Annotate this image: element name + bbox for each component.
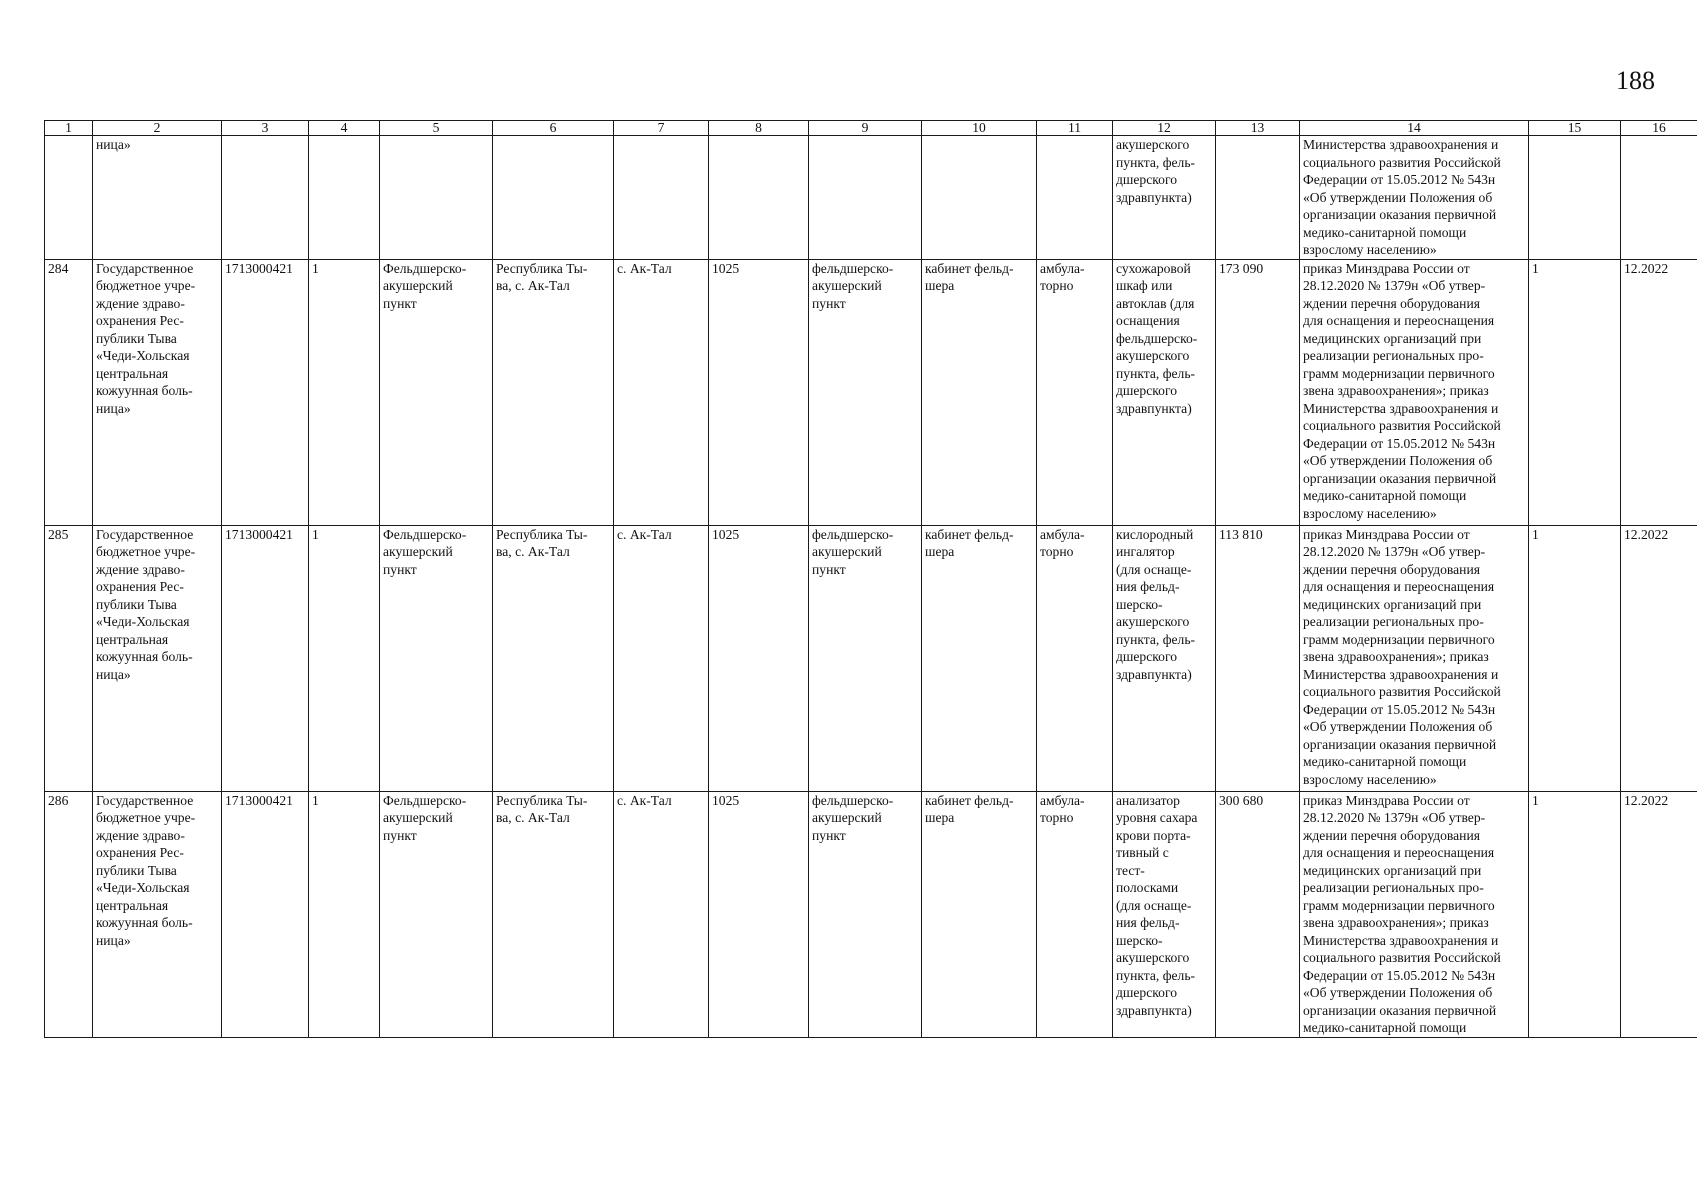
table-row (45, 259, 1697, 525)
date-cell (1621, 136, 1697, 260)
settlement-cell: с. Ак-Тал (614, 259, 709, 525)
table-row (45, 136, 1697, 260)
equipment-table (44, 120, 1697, 1038)
row-number-cell: 286 (45, 791, 93, 1037)
population-cell: 1025 (709, 259, 809, 525)
column-number-header (45, 121, 1697, 136)
header-cell: 16 (1621, 121, 1697, 136)
quantity-cell: 1 (1529, 525, 1621, 791)
inn-cell: 1713000421 (222, 525, 309, 791)
population-cell (709, 136, 809, 260)
care-form-cell: амбула- торно (1037, 791, 1113, 1037)
population-cell: 1025 (709, 791, 809, 1037)
organization-cell: Государственное бюджетное учре- ждение здраво- охранения Рес- публики Тыва «Чеди-Хольская центральная кожуунная боль- ница» (93, 791, 222, 1037)
unit-type-cell: Фельдшерско- акушерский пункт (380, 259, 493, 525)
header-cell: 15 (1529, 121, 1621, 136)
header-cell: 14 (1300, 121, 1529, 136)
unit-type-cell: Фельдшерско- акушерский пункт (380, 525, 493, 791)
page-number: 188 (1616, 66, 1655, 95)
quantity-cell: 1 (1529, 791, 1621, 1037)
count-cell: 1 (309, 791, 380, 1037)
table-row (45, 791, 1697, 1037)
address-cell (493, 136, 614, 260)
equipment-cell: акушерского пункта, фель- дшерского здравпункта) (1113, 136, 1216, 260)
header-cell: 5 (380, 121, 493, 136)
care-form-cell: амбула- торно (1037, 259, 1113, 525)
organization-cell: Государственное бюджетное учре- ждение здраво- охранения Рес- публики Тыва «Чеди-Хольская центральная кожуунная боль- ница» (93, 259, 222, 525)
care-form-cell (1037, 136, 1113, 260)
date-cell: 12.2022 (1621, 791, 1697, 1037)
organization-cell: Государственное бюджетное учре- ждение здраво- охранения Рес- публики Тыва «Чеди-Хольская центральная кожуунная боль- ница» (93, 525, 222, 791)
settlement-cell: с. Ак-Тал (614, 525, 709, 791)
room-cell: кабинет фельд- шера (922, 791, 1037, 1037)
cost-cell: 173 090 (1216, 259, 1300, 525)
count-cell: 1 (309, 259, 380, 525)
inn-cell: 1713000421 (222, 791, 309, 1037)
address-cell: Республика Ты- ва, с. Ак-Тал (493, 791, 614, 1037)
inn-cell (222, 136, 309, 260)
header-cell: 10 (922, 121, 1037, 136)
quantity-cell: 1 (1529, 259, 1621, 525)
date-cell: 12.2022 (1621, 259, 1697, 525)
header-cell: 3 (222, 121, 309, 136)
header-cell: 4 (309, 121, 380, 136)
row-number-cell: 285 (45, 525, 93, 791)
cost-cell: 300 680 (1216, 791, 1300, 1037)
care-form-cell: амбула- торно (1037, 525, 1113, 791)
organization-cell: ница» (93, 136, 222, 260)
equipment-cell: сухожаровой шкаф или автоклав (для оснащения фельдшерско- акушерского пункта, фель- дшерского здравпункта) (1113, 259, 1216, 525)
basis-cell: приказ Минздрава России от 28.12.2020 № 1379н «Об утвер- ждении перечня оборудования для оснащения и переоснащения медицинских организаций при реализации региональных про- грамм модернизации первичного звена здравоохранения»; приказ Министерства здравоохранения и социального развития Российской Федерации от 15.05.2012 № 543н «Об утверждении Положения об организации оказания первичной медико-санитарной помощи взрослому населению» (1300, 259, 1529, 525)
quantity-cell (1529, 136, 1621, 260)
basis-cell: приказ Минздрава России от 28.12.2020 № 1379н «Об утвер- ждении перечня оборудования для оснащения и переоснащения медицинских организаций при реализации региональных про- грамм модернизации первичного звена здравоохранения»; приказ Министерства здравоохранения и социального развития Российской Федерации от 15.05.2012 № 543н «Об утверждении Положения об организации оказания первичной медико-санитарной помощи (1300, 791, 1529, 1037)
settlement-cell: с. Ак-Тал (614, 791, 709, 1037)
header-cell: 13 (1216, 121, 1300, 136)
header-cell: 1 (45, 121, 93, 136)
cost-cell (1216, 136, 1300, 260)
room-cell: кабинет фельд- шера (922, 259, 1037, 525)
header-cell: 12 (1113, 121, 1216, 136)
table-row (45, 525, 1697, 791)
equipment-cell: анализатор уровня сахара крови порта- тивный с тест- полосками (для оснаще- ния фельд- шерско- акушерского пункта, фель- дшерского здравпункта) (1113, 791, 1216, 1037)
subdivision-cell (809, 136, 922, 260)
header-cell: 6 (493, 121, 614, 136)
equipment-cell: кислородный ингалятор (для оснаще- ния фельд- шерско- акушерского пункта, фель- дшерского здравпункта) (1113, 525, 1216, 791)
address-cell: Республика Ты- ва, с. Ак-Тал (493, 259, 614, 525)
inn-cell: 1713000421 (222, 259, 309, 525)
row-number-cell (45, 136, 93, 260)
date-cell: 12.2022 (1621, 525, 1697, 791)
unit-type-cell (380, 136, 493, 260)
address-cell: Республика Ты- ва, с. Ак-Тал (493, 525, 614, 791)
basis-cell: Министерства здравоохранения и социального развития Российской Федерации от 15.05.2012 № 543н «Об утверждении Положения об организации оказания первичной медико-санитарной помощи взрослому населению» (1300, 136, 1529, 260)
count-cell (309, 136, 380, 260)
cost-cell: 113 810 (1216, 525, 1300, 791)
header-cell: 11 (1037, 121, 1113, 136)
header-cell: 2 (93, 121, 222, 136)
subdivision-cell: фельдшерско- акушерский пункт (809, 525, 922, 791)
header-cell: 8 (709, 121, 809, 136)
count-cell: 1 (309, 525, 380, 791)
subdivision-cell: фельдшерско- акушерский пункт (809, 259, 922, 525)
basis-cell: приказ Минздрава России от 28.12.2020 № 1379н «Об утвер- ждении перечня оборудования для оснащения и переоснащения медицинских организаций при реализации региональных про- грамм модернизации первичного звена здравоохранения»; приказ Министерства здравоохранения и социального развития Российской Федерации от 15.05.2012 № 543н «Об утверждении Положения об организации оказания первичной медико-санитарной помощи взрослому населению» (1300, 525, 1529, 791)
room-cell (922, 136, 1037, 260)
row-number-cell: 284 (45, 259, 93, 525)
room-cell: кабинет фельд- шера (922, 525, 1037, 791)
unit-type-cell: Фельдшерско- акушерский пункт (380, 791, 493, 1037)
header-cell: 9 (809, 121, 922, 136)
population-cell: 1025 (709, 525, 809, 791)
header-cell: 7 (614, 121, 709, 136)
settlement-cell (614, 136, 709, 260)
subdivision-cell: фельдшерско- акушерский пункт (809, 791, 922, 1037)
